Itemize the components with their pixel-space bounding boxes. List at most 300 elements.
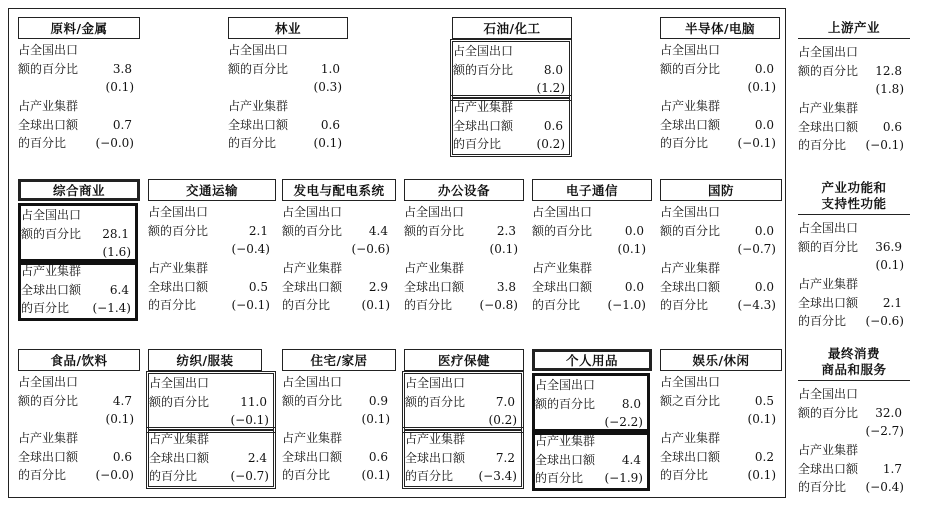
cluster-share-2-label: 全球出口额 — [149, 450, 210, 465]
cluster-share-2-value: 0.6 — [368, 449, 388, 464]
cluster-share-1-label: 占产业集群 — [404, 261, 465, 275]
export-share-2-label: 额的百分比 — [21, 226, 82, 241]
cluster-title: 原料/金属 — [18, 17, 140, 39]
export-share-2-value: 0.0 — [624, 223, 644, 238]
export-share-1-line — [18, 373, 138, 392]
cluster-share-change-label: 的百分比 — [660, 298, 709, 312]
cluster-share-change-label: 的百分比 — [405, 469, 454, 483]
export-share-block — [148, 373, 274, 431]
cluster-share-change-value: (−3.4) — [478, 469, 517, 483]
cluster-share-change-value: (0.1) — [361, 298, 390, 312]
cluster-share-2-label: 全球出口额 — [18, 449, 79, 464]
cluster-share-1-label: 占产业集群 — [282, 261, 343, 275]
cluster-share-block — [282, 259, 394, 315]
cluster-share-change-label: 的百分比 — [798, 314, 847, 328]
export-share-change-value: (−0.7) — [737, 242, 776, 256]
cluster-share-change-line — [532, 296, 650, 315]
cluster-share-1-label: 占产业集群 — [535, 434, 596, 448]
cluster-title: 纺织/服装 — [148, 349, 262, 371]
cluster-share-1-line — [404, 259, 522, 278]
cluster-share-change-label: 的百分比 — [149, 469, 198, 483]
export-share-block — [532, 373, 650, 435]
summary-title — [798, 17, 910, 39]
cluster-share-change-line — [149, 467, 273, 486]
cluster-share-1-line — [149, 430, 273, 449]
export-share-1-line — [660, 203, 780, 222]
export-share-2-label: 额的百分比 — [532, 223, 593, 238]
export-share-1-label: 占全国出口 — [18, 43, 79, 57]
cluster-share-change-label: 的百分比 — [282, 298, 331, 312]
export-share-2-label: 额之百分比 — [660, 393, 721, 408]
cluster-share-block — [660, 429, 780, 485]
export-share-1-line — [535, 376, 647, 395]
export-share-change-value: (0.1) — [489, 242, 518, 256]
cluster-share-2-label: 全球出口额 — [660, 279, 721, 294]
export-share-change-line — [148, 240, 274, 259]
cluster-share-2-line — [660, 448, 780, 467]
cluster-share-1-label: 占产业集群 — [798, 443, 859, 457]
export-share-1-label: 占全国出口 — [405, 376, 466, 390]
export-share-1-label: 占全国出口 — [798, 221, 859, 235]
export-share-block — [798, 385, 908, 441]
cluster-share-2-label: 全球出口额 — [282, 279, 343, 294]
summary-title — [798, 177, 910, 215]
cluster-share-2-line — [149, 449, 273, 468]
export-share-change-value: (0.1) — [875, 258, 904, 272]
cluster-share-block — [798, 275, 908, 331]
export-share-block — [798, 219, 908, 275]
cluster-share-change-line — [228, 134, 346, 153]
export-share-block — [228, 41, 346, 97]
cluster-share-change-label: 的百分比 — [21, 301, 70, 315]
cluster-share-1-line — [148, 259, 274, 278]
export-share-block — [282, 373, 394, 429]
export-share-change-line — [18, 410, 138, 429]
export-share-1-line — [453, 42, 569, 61]
export-share-change-line — [282, 410, 394, 429]
summary-title-line-2: 支持性功能 — [821, 195, 887, 211]
cluster-share-change-line — [453, 135, 569, 154]
cluster-share-block — [532, 259, 650, 315]
cluster-share-2-value: 3.8 — [496, 279, 516, 294]
cluster-share-2-line — [798, 294, 908, 313]
cluster-share-change-label: 的百分比 — [404, 298, 453, 312]
cluster-share-2-label: 全球出口额 — [148, 279, 209, 294]
export-share-block — [18, 41, 138, 97]
summary-title-line-2: 商品和服务 — [821, 361, 887, 377]
cluster-share-change-label: 的百分比 — [228, 136, 277, 150]
cluster-share-2-line — [453, 117, 569, 136]
cluster-share-block — [660, 97, 780, 153]
export-share-change-value: (−0.6) — [351, 242, 390, 256]
export-share-2-label: 额的百分比 — [18, 61, 79, 76]
cluster-share-2-value: 0.6 — [882, 119, 902, 134]
cluster-share-2-label: 全球出口额 — [21, 282, 82, 297]
cluster-share-change-label: 的百分比 — [18, 468, 67, 482]
export-share-1-label: 占全国出口 — [660, 375, 721, 389]
cluster-share-1-label: 占产业集群 — [660, 99, 721, 113]
cluster-share-block — [148, 429, 274, 487]
cluster-share-change-label: 的百分比 — [798, 138, 847, 152]
export-share-1-label: 占全国出口 — [149, 376, 210, 390]
cluster-share-2-value: 0.6 — [320, 117, 340, 132]
cluster-share-change-label: 的百分比 — [798, 480, 847, 494]
cluster-share-change-line — [798, 136, 908, 155]
summary-title — [798, 343, 910, 381]
cluster-share-1-label: 占产业集群 — [18, 99, 79, 113]
cluster-share-change-value: (0.1) — [313, 136, 342, 150]
export-share-block — [148, 203, 274, 259]
export-share-2-label: 额的百分比 — [798, 405, 859, 420]
export-share-change-line — [798, 80, 908, 99]
export-share-1-line — [660, 41, 780, 60]
export-share-2-line — [660, 392, 780, 411]
export-share-2-value: 12.8 — [875, 63, 902, 78]
export-share-change-value: (1.2) — [536, 81, 565, 95]
export-share-change-line — [149, 411, 273, 430]
export-share-2-line — [660, 222, 780, 241]
cluster-share-block — [228, 97, 346, 153]
export-share-1-label: 占全国出口 — [21, 208, 82, 222]
export-share-change-value: (−2.7) — [865, 424, 904, 438]
cluster-share-block — [148, 259, 274, 315]
export-share-1-label: 占全国出口 — [798, 387, 859, 401]
export-share-2-line — [532, 222, 650, 241]
cluster-share-change-line — [18, 466, 138, 485]
cluster-title: 医疗保健 — [404, 349, 524, 371]
export-share-2-label: 额的百分比 — [798, 63, 859, 78]
export-share-1-label: 占全国出口 — [228, 43, 289, 57]
cluster-share-2-line — [21, 281, 135, 300]
cluster-share-1-line — [21, 262, 135, 281]
cluster-title: 石油/化工 — [452, 17, 572, 39]
export-share-change-line — [660, 240, 780, 259]
cluster-share-change-label: 的百分比 — [532, 298, 581, 312]
cluster-share-1-line — [453, 98, 569, 117]
cluster-share-1-label: 占产业集群 — [149, 432, 210, 446]
export-share-1-label: 占全国出口 — [798, 45, 859, 59]
export-share-2-label: 额的百分比 — [282, 223, 343, 238]
export-share-2-value: 7.0 — [495, 394, 515, 409]
cluster-share-block — [798, 441, 908, 497]
summary-title-line-1: 产业功能和 — [821, 179, 887, 195]
cluster-share-1-line — [535, 432, 647, 451]
cluster-share-1-line — [660, 259, 780, 278]
export-share-change-line — [453, 79, 569, 98]
export-share-1-line — [405, 374, 521, 393]
cluster-share-2-line — [18, 116, 138, 135]
cluster-title: 办公设备 — [404, 179, 524, 201]
export-share-1-label: 占全国出口 — [453, 44, 514, 58]
cluster-share-2-line — [798, 118, 908, 137]
export-share-2-value: 4.4 — [368, 223, 388, 238]
cluster-share-2-value: 0.0 — [754, 117, 774, 132]
export-share-1-label: 占全国出口 — [18, 375, 79, 389]
cluster-share-1-label: 占产业集群 — [405, 432, 466, 446]
cluster-share-2-value: 1.7 — [882, 461, 902, 476]
export-share-2-line — [404, 222, 522, 241]
cluster-share-1-line — [660, 429, 780, 448]
cluster-share-1-line — [798, 441, 908, 460]
cluster-share-2-label: 全球出口额 — [798, 119, 859, 134]
export-share-2-label: 额的百分比 — [228, 61, 289, 76]
export-share-2-label: 额的百分比 — [404, 223, 465, 238]
cluster-share-change-value: (−0.4) — [865, 480, 904, 494]
cluster-share-1-line — [18, 97, 138, 116]
cluster-share-2-value: 0.0 — [754, 279, 774, 294]
export-share-1-line — [404, 203, 522, 222]
export-share-2-line — [535, 395, 647, 414]
export-share-2-line — [282, 222, 394, 241]
export-share-1-line — [798, 385, 908, 404]
export-share-change-value: (0.1) — [617, 242, 646, 256]
cluster-share-change-line — [660, 466, 780, 485]
cluster-share-change-value: (0.1) — [361, 468, 390, 482]
cluster-title: 电子通信 — [532, 179, 652, 201]
cluster-share-block — [18, 259, 138, 321]
cluster-share-2-line — [282, 278, 394, 297]
export-share-block — [660, 203, 780, 259]
cluster-share-change-label: 的百分比 — [148, 298, 197, 312]
cluster-share-change-line — [21, 299, 135, 318]
cluster-share-1-line — [228, 97, 346, 116]
cluster-share-2-label: 全球出口额 — [798, 461, 859, 476]
cluster-share-1-label: 占产业集群 — [228, 99, 289, 113]
export-share-change-value: (0.3) — [313, 80, 342, 94]
export-share-change-line — [282, 240, 394, 259]
cluster-share-1-line — [532, 259, 650, 278]
cluster-share-change-value: (−1.4) — [92, 301, 131, 315]
export-share-1-line — [149, 374, 273, 393]
cluster-share-1-line — [798, 275, 908, 294]
export-share-change-line — [228, 78, 346, 97]
cluster-share-2-line — [404, 278, 522, 297]
cluster-share-block — [532, 429, 650, 491]
cluster-share-2-label: 全球出口额 — [282, 449, 343, 464]
cluster-share-change-value: (−0.0) — [95, 136, 134, 150]
cluster-share-1-label: 占产业集群 — [148, 261, 209, 275]
cluster-share-block — [18, 97, 138, 153]
cluster-share-1-line — [18, 429, 138, 448]
export-share-2-value: 3.8 — [112, 61, 132, 76]
cluster-share-change-label: 的百分比 — [535, 471, 584, 485]
cluster-title: 发电与配电系统 — [282, 179, 396, 201]
export-share-2-line — [798, 238, 908, 257]
cluster-share-2-line — [660, 116, 780, 135]
cluster-share-1-label: 占产业集群 — [532, 261, 593, 275]
cluster-share-change-value: (−1.0) — [607, 298, 646, 312]
export-share-block — [18, 373, 138, 429]
export-share-block — [532, 203, 650, 259]
export-share-1-line — [660, 373, 780, 392]
export-share-change-line — [532, 240, 650, 259]
cluster-share-2-line — [535, 451, 647, 470]
cluster-share-change-line — [404, 296, 522, 315]
export-share-2-line — [148, 222, 274, 241]
export-share-1-label: 占全国出口 — [282, 205, 343, 219]
export-share-2-line — [228, 60, 346, 79]
cluster-share-2-line — [148, 278, 274, 297]
export-share-1-line — [18, 41, 138, 60]
cluster-share-2-label: 全球出口额 — [532, 279, 593, 294]
cluster-share-2-label: 全球出口额 — [798, 295, 859, 310]
cluster-title: 综合商业 — [18, 179, 140, 201]
cluster-share-change-value: (−0.1) — [737, 136, 776, 150]
export-share-2-line — [18, 392, 138, 411]
cluster-share-change-value: (−1.9) — [604, 471, 643, 485]
export-share-2-label: 额的百分比 — [282, 393, 343, 408]
cluster-share-change-value: (0.2) — [536, 137, 565, 151]
cluster-title: 个人用品 — [532, 349, 652, 371]
cluster-share-2-line — [532, 278, 650, 297]
cluster-share-1-label: 占产业集群 — [453, 100, 514, 114]
cluster-share-change-line — [405, 467, 521, 486]
export-share-1-line — [798, 219, 908, 238]
cluster-share-change-label: 的百分比 — [282, 468, 331, 482]
export-share-2-line — [149, 393, 273, 412]
export-share-2-value: 0.5 — [754, 393, 774, 408]
export-share-change-value: (0.1) — [747, 412, 776, 426]
cluster-share-1-line — [660, 97, 780, 116]
export-share-1-label: 占全国出口 — [148, 205, 209, 219]
export-share-2-value: 8.0 — [621, 396, 641, 411]
cluster-share-2-label: 全球出口额 — [18, 117, 79, 132]
export-share-change-value: (1.8) — [875, 82, 904, 96]
cluster-share-2-value: 6.4 — [109, 282, 129, 297]
cluster-share-block — [452, 97, 570, 155]
export-share-1-line — [798, 43, 908, 62]
export-share-change-value: (1.6) — [102, 245, 131, 259]
export-share-2-line — [660, 60, 780, 79]
export-share-1-label: 占全国出口 — [282, 375, 343, 389]
export-share-change-value: (0.1) — [105, 412, 134, 426]
export-share-change-line — [405, 411, 521, 430]
cluster-share-1-label: 占产业集群 — [798, 101, 859, 115]
export-share-2-value: 2.1 — [248, 223, 268, 238]
cluster-share-2-label: 全球出口额 — [453, 118, 514, 133]
export-share-2-value: 4.7 — [112, 393, 132, 408]
export-share-block — [660, 373, 780, 429]
export-share-change-line — [660, 410, 780, 429]
export-share-block — [18, 203, 138, 265]
cluster-share-1-line — [405, 430, 521, 449]
export-share-1-line — [148, 203, 274, 222]
export-share-1-line — [282, 203, 394, 222]
export-share-2-label: 额的百分比 — [535, 396, 596, 411]
export-share-2-label: 额的百分比 — [405, 394, 466, 409]
cluster-share-block — [404, 259, 522, 315]
export-share-1-line — [282, 373, 394, 392]
export-share-2-value: 2.3 — [496, 223, 516, 238]
export-share-change-value: (0.2) — [488, 413, 517, 427]
cluster-share-2-value: 2.9 — [368, 279, 388, 294]
export-share-1-label: 占全国出口 — [535, 378, 596, 392]
cluster-title: 食品/饮料 — [18, 349, 140, 371]
export-share-change-value: (−2.2) — [604, 415, 643, 429]
cluster-share-2-label: 全球出口额 — [660, 117, 721, 132]
cluster-share-change-label: 的百分比 — [660, 468, 709, 482]
export-share-1-label: 占全国出口 — [660, 205, 721, 219]
cluster-title: 半导体/电脑 — [660, 17, 780, 39]
cluster-share-2-value: 0.6 — [543, 118, 563, 133]
cluster-share-2-value: 0.6 — [112, 449, 132, 464]
export-share-change-value: (0.1) — [105, 80, 134, 94]
export-share-2-line — [21, 225, 135, 244]
export-share-1-line — [532, 203, 650, 222]
export-share-2-line — [798, 404, 908, 423]
cluster-share-1-label: 占产业集群 — [282, 431, 343, 445]
summary-title-line-1: 最终消费 — [827, 345, 880, 361]
cluster-share-2-label: 全球出口额 — [660, 449, 721, 464]
export-share-1-label: 占全国出口 — [660, 43, 721, 57]
cluster-share-change-line — [18, 134, 138, 153]
cluster-share-change-value: (−0.0) — [95, 468, 134, 482]
export-share-2-value: 8.0 — [543, 62, 563, 77]
cluster-title: 国防 — [660, 179, 782, 201]
cluster-share-1-line — [798, 99, 908, 118]
export-share-change-value: (0.1) — [361, 412, 390, 426]
cluster-share-change-line — [148, 296, 274, 315]
cluster-share-change-line — [282, 296, 394, 315]
cluster-share-block — [18, 429, 138, 485]
export-share-block — [282, 203, 394, 259]
cluster-share-change-value: (−0.7) — [230, 469, 269, 483]
cluster-share-2-label: 全球出口额 — [228, 117, 289, 132]
cluster-share-change-value: (−4.3) — [737, 298, 776, 312]
cluster-share-2-value: 0.0 — [624, 279, 644, 294]
cluster-share-change-line — [660, 134, 780, 153]
export-share-block — [404, 373, 522, 431]
cluster-share-2-line — [660, 278, 780, 297]
cluster-share-2-value: 2.1 — [882, 295, 902, 310]
export-share-2-label: 额的百分比 — [660, 61, 721, 76]
cluster-share-change-value: (−0.6) — [865, 314, 904, 328]
cluster-share-change-value: (0.1) — [747, 468, 776, 482]
cluster-share-2-line — [18, 448, 138, 467]
export-share-change-value: (0.1) — [747, 80, 776, 94]
cluster-share-2-value: 0.5 — [248, 279, 268, 294]
cluster-title: 娱乐/休闲 — [660, 349, 782, 371]
export-share-block — [404, 203, 522, 259]
export-share-2-line — [453, 61, 569, 80]
cluster-share-1-label: 占产业集群 — [21, 264, 82, 278]
cluster-share-2-label: 全球出口额 — [535, 452, 596, 467]
cluster-share-2-line — [405, 449, 521, 468]
cluster-share-2-label: 全球出口额 — [404, 279, 465, 294]
cluster-share-2-line — [798, 460, 908, 479]
cluster-share-change-line — [660, 296, 780, 315]
export-share-change-line — [798, 422, 908, 441]
export-share-2-line — [798, 62, 908, 81]
export-share-2-value: 11.0 — [240, 394, 267, 409]
export-share-block — [660, 41, 780, 97]
export-share-2-value: 0.0 — [754, 61, 774, 76]
export-share-change-line — [404, 240, 522, 259]
export-share-2-value: 1.0 — [320, 61, 340, 76]
cluster-share-change-value: (−0.1) — [231, 298, 270, 312]
export-share-2-value: 36.9 — [875, 239, 902, 254]
export-share-2-value: 0.9 — [368, 393, 388, 408]
cluster-share-2-value: 0.7 — [112, 117, 132, 132]
cluster-share-2-line — [282, 448, 394, 467]
export-share-1-line — [21, 206, 135, 225]
export-share-1-label: 占全国出口 — [532, 205, 593, 219]
export-share-block — [798, 43, 908, 99]
cluster-share-1-label: 占产业集群 — [660, 261, 721, 275]
cluster-share-1-label: 占产业集群 — [798, 277, 859, 291]
cluster-share-change-line — [798, 312, 908, 331]
export-share-block — [452, 41, 570, 99]
